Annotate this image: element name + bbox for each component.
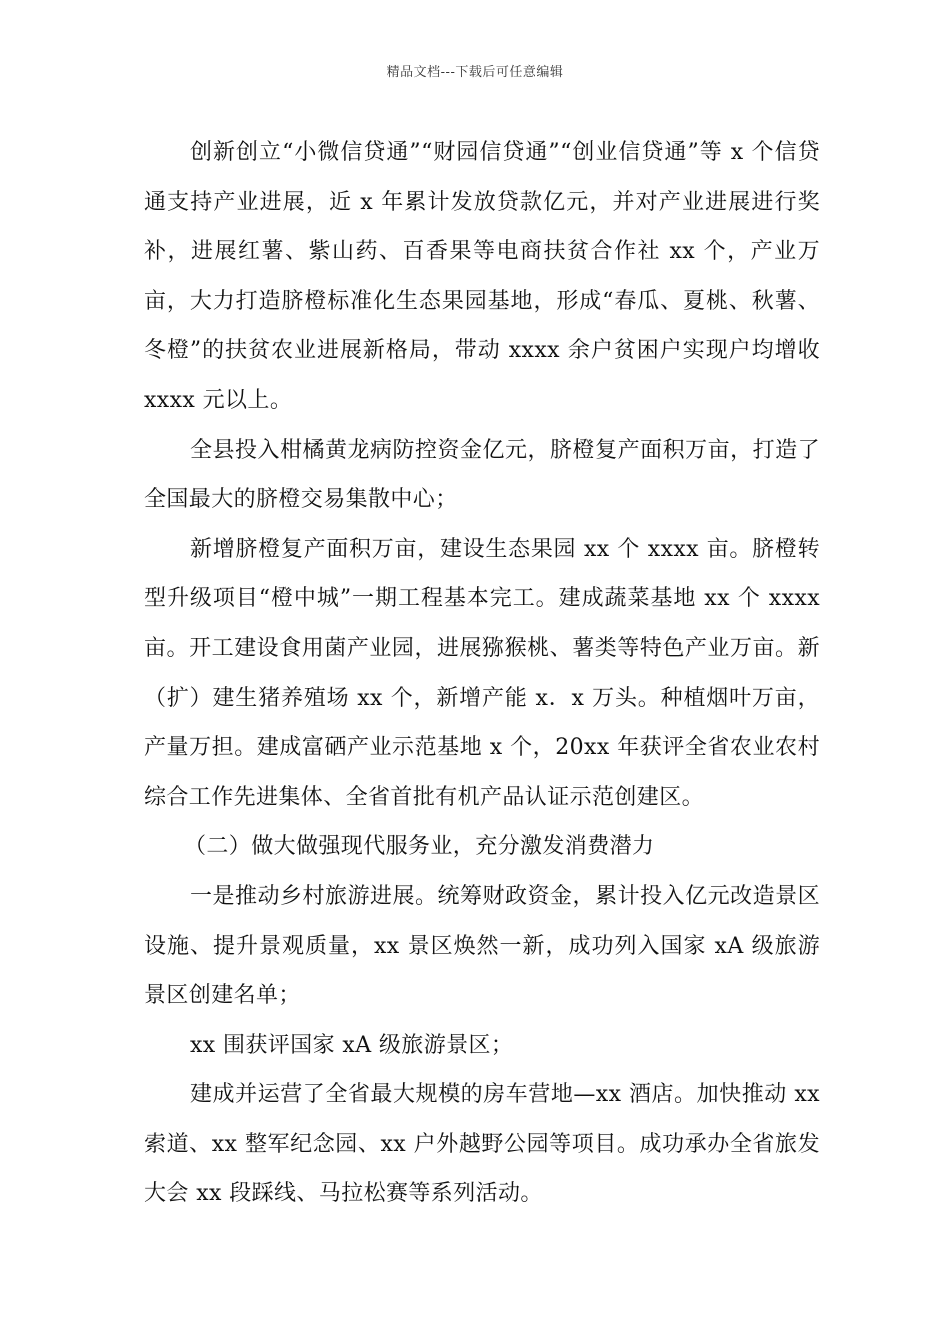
paragraph-rural-tourism: 一是推动乡村旅游进展。统筹财政资金，累计投入亿元改造景区设施、提升景观质量，xx 景区焕然一新，成功列入国家 xA 级旅游景区创建名单； xyxy=(144,883,820,1009)
page-header: 精品文档---下载后可任意编辑 xyxy=(386,65,564,80)
document-body xyxy=(144,128,820,1219)
paragraph-citrus-control: 全县投入柑橘黄龙病防控资金亿元，脐橙复产面积万亩，打造了全国最大的脐橙交易集散中心； xyxy=(144,437,820,513)
paragraph-navel-orange-expansion: 新增脐橙复产面积万亩，建设生态果园 xx 个 xxxx 亩。脐橙转型升级项目“橙中城”一期工程基本完工。建成蔬菜基地 xx 个 xxxx 亩。开工建设食用菌产业园，进展猕猴桃、薯类等特色产业万亩。新（扩）建生猪养殖场 xx 个，新增产能 x．x 万头。种植烟叶万亩，产量万担。建成富硒产业示范基地 x 个，20xx 年获评全省农业农村综合工作先进集体、全省首批有机产品认证示范创建区。 xyxy=(144,536,820,810)
paragraph-credit-support: 创新创立“小微信贷通”“财园信贷通”“创业信贷通”等 x 个信贷通支持产业进展，近 x 年累计发放贷款亿元，并对产业进展进行奖补，进展红薯、紫山药、百香果等电商扶贫合作社 xx 个，产业万亩，大力打造脐橙标准化生态果园基地，形成“春瓜、夏桃、秋薯、冬橙”的扶贫农业进展新格局，带动 xxxx 余户贫困户实现户均增收 xxxx 元以上。 xyxy=(144,140,820,413)
section-heading-services: （二）做大做强现代服务业，充分激发消费潜力 xyxy=(184,834,655,860)
paragraph-scenic-area: xx 围获评国家 xA 级旅游景区； xyxy=(190,1032,514,1058)
paragraph-rv-camp: 建成并运营了全省最大规模的房车营地—xx 酒店。加快推动 xx 索道、xx 整军纪念园、xx 户外越野公园等项目。成功承办全省旅发大会 xx 段踩线、马拉松赛等系列活动。 xyxy=(144,1082,820,1207)
